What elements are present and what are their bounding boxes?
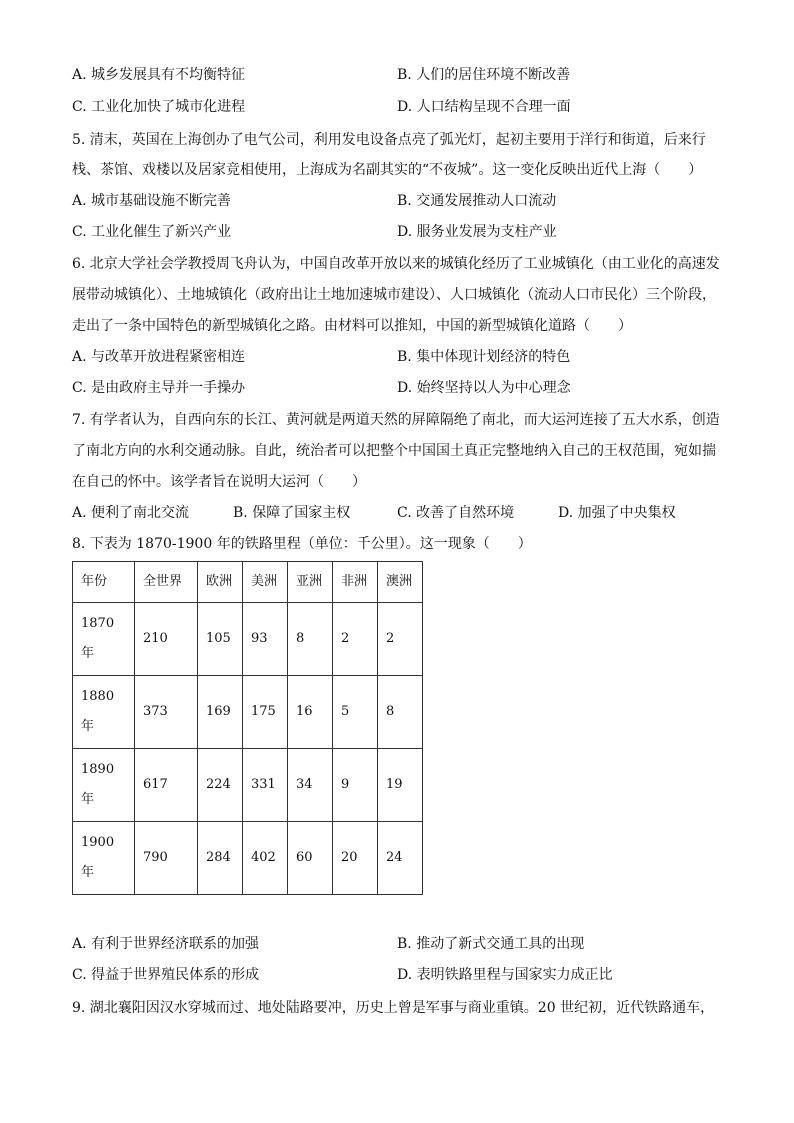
table-cell: 24 [378,822,423,895]
q4-option-d: D. 人口结构呈现不合理一面 [397,99,571,115]
q5-option-b: B. 交通发展推动人口流动 [397,193,557,209]
header-world: 全世界 [135,562,198,603]
q6-option-c: C. 是由政府主导并一手操办 [72,380,246,396]
table-cell: 5 [333,676,378,749]
table-cell: 8 [378,676,423,749]
table-cell: 2 [333,603,378,676]
table-cell: 331 [243,749,288,822]
table-cell: 169 [198,676,243,749]
q5-option-c: C. 工业化催生了新兴产业 [72,224,232,240]
q6-option-b: B. 集中体现计划经济的特色 [397,349,571,365]
year-cell: 1890 年 [73,749,135,822]
table-row [73,603,423,676]
q6-stem-line-1: 6. 北京大学社会学教授周飞舟认为，中国自改革开放以来的城镇化经历了工业城镇化（由工业化的高速发 [72,256,720,272]
q6-stem-line-2: 展带动城镇化）、土地城镇化（政府出让土地加速城市建设）、人口城镇化（流动人口市民化）三个阶段， [72,287,716,303]
table-cell: 93 [243,603,288,676]
table-cell: 402 [243,822,288,895]
table-cell: 8 [288,603,333,676]
table-cell: 224 [198,749,243,822]
table-cell: 19 [378,749,423,822]
table-row [73,676,423,749]
railway-mileage-table [72,561,423,895]
q5-option-a: A. 城市基础设施不断完善 [72,193,232,209]
year-cell: 1870 年 [73,603,135,676]
q7-option-b: B. 保障了国家主权 [233,505,351,521]
header-africa: 非洲 [333,562,378,603]
table-row [73,822,423,895]
q8-option-d: D. 表明铁路里程与国家实力成正比 [397,967,613,983]
q7-option-d: D. 加强了中央集权 [558,505,676,521]
q7-stem-line-3: 在自己的怀中。该学者旨在说明大运河（ ） [72,474,366,490]
table-cell: 210 [135,603,198,676]
table-header-row [73,562,423,603]
header-year: 年份 [73,562,135,603]
header-europe: 欧洲 [198,562,243,603]
q7-stem-line-1: 7. 有学者认为，自西向东的长江、黄河就是两道天然的屏障隔绝了南北，而大运河连接了五大水系，创造 [72,412,720,428]
table-cell: 9 [333,749,378,822]
q8-option-c: C. 得益于世界殖民体系的形成 [72,967,260,983]
q6-option-a: A. 与改革开放进程紧密相连 [72,349,246,365]
q8-stem: 8. 下表为 1870-1900 年的铁路里程（单位：千公里）。这一现象（ ） [72,536,532,552]
q6-option-d: D. 始终坚持以人为中心理念 [397,380,571,396]
table-cell: 373 [135,676,198,749]
q7-option-a: A. 便利了南北交流 [72,505,190,521]
table-cell: 34 [288,749,333,822]
table-cell: 175 [243,676,288,749]
q9-stem: 9. 湖北襄阳因汉水穿城而过、地处陆路要冲，历史上曾是军事与商业重镇。20 世纪初，近代铁路通车， [72,1000,715,1016]
q4-option-a: A. 城乡发展具有不均衡特征 [72,67,246,83]
q7-option-c: C. 改善了自然环境 [397,505,515,521]
q8-option-b: B. 推动了新式交通工具的出现 [397,936,585,952]
table-cell: 617 [135,749,198,822]
table-cell: 790 [135,822,198,895]
q8-option-a: A. 有利于世界经济联系的加强 [72,936,260,952]
table-cell: 284 [198,822,243,895]
header-asia: 亚洲 [288,562,333,603]
table-cell: 105 [198,603,243,676]
q6-stem-line-3: 走出了一条中国特色的新型城镇化之路。由材料可以推知，中国的新型城镇化道路（ ） [72,318,632,334]
q5-stem-line-2: 栈、茶馆、戏楼以及居家竞相使用，上海成为名副其实的“不夜城”。这一变化反映出近代上海（ ） [72,162,703,178]
year-cell: 1880 年 [73,676,135,749]
header-oceania: 澳洲 [378,562,423,603]
q7-stem-line-2: 了南北方向的水利交通动脉。自此，统治者可以把整个中国国土真正完整地纳入自己的王权范围，宛如揣 [72,443,716,459]
q4-option-c: C. 工业化加快了城市化进程 [72,99,246,115]
table-cell: 16 [288,676,333,749]
table-row [73,749,423,822]
q4-option-b: B. 人们的居住环境不断改善 [397,67,571,83]
q5-stem-line-1: 5. 清末，英国在上海创办了电气公司，利用发电设备点亮了弧光灯，起初主要用于洋行和街道，后来行 [72,132,706,148]
header-americas: 美洲 [243,562,288,603]
table-cell: 20 [333,822,378,895]
q5-option-d: D. 服务业发展为支柱产业 [397,224,557,240]
table-cell: 2 [378,603,423,676]
year-cell: 1900 年 [73,822,135,895]
table-cell: 60 [288,822,333,895]
